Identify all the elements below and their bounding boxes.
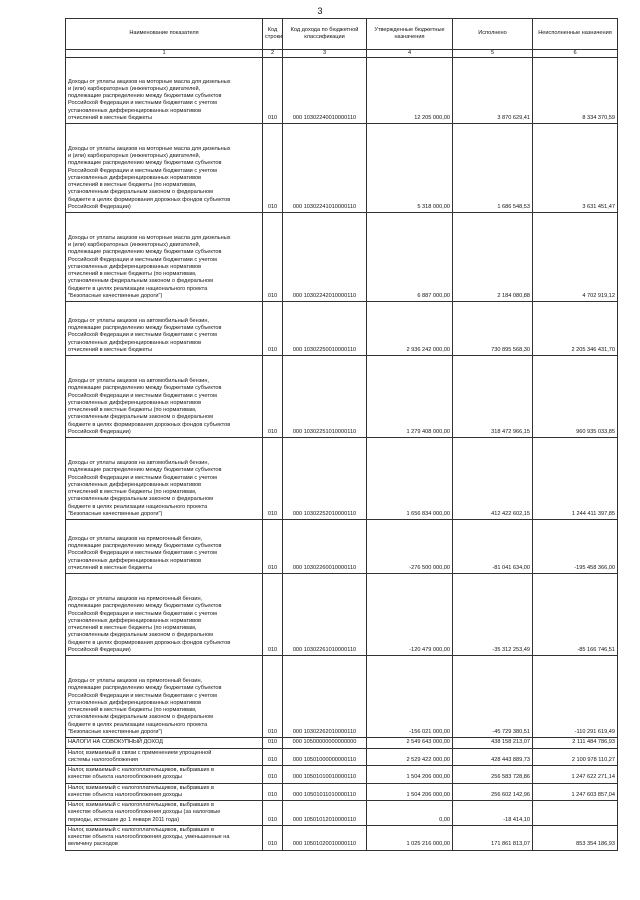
row-income-code: 000 10302261010000110 [283, 574, 367, 656]
row-income-code: 000 10302260010000110 [283, 520, 367, 574]
row-income-code: 000 10302242010000110 [283, 213, 367, 302]
column-number: 3 [283, 50, 367, 58]
row-unexecuted: -85 166 746,51 [533, 574, 618, 656]
row-name: Доходы от уплаты акцизов на автомобильный бензин, подлежащие распределению между бюджетами субъектов Российской Федерации и местными бюджетами с учетом установленных дифференцированных нормативов отчислений в местные бюджеты (по нормативам, установленным федеральным законом о федеральном бюджете в целях реализации национального проекта "Безопасные качественные дороги") [66, 438, 263, 520]
row-approved: 12 205 000,00 [367, 58, 453, 124]
table-row [66, 356, 618, 438]
row-approved: 5 318 000,00 [367, 124, 453, 213]
table-row [66, 302, 618, 356]
row-line-code: 010 [263, 801, 283, 826]
header-income-code: Код дохода по бюджетной классификации [283, 19, 367, 50]
row-income-code: 000 10302240010000110 [283, 58, 367, 124]
table-row [66, 783, 618, 801]
row-line-code: 010 [263, 656, 283, 738]
table-row [66, 801, 618, 826]
table-row [66, 574, 618, 656]
row-executed: 412 422 602,15 [453, 438, 533, 520]
row-line-code: 010 [263, 356, 283, 438]
row-executed: -18 414,10 [453, 801, 533, 826]
row-line-code: 010 [263, 213, 283, 302]
row-approved: 1 025 216 000,00 [367, 825, 453, 850]
row-approved: -156 021 000,00 [367, 656, 453, 738]
row-unexecuted: 1 244 411 397,85 [533, 438, 618, 520]
row-approved: -120 479 000,00 [367, 574, 453, 656]
row-unexecuted: 8 334 370,59 [533, 58, 618, 124]
table-row [66, 825, 618, 850]
row-income-code: 000 10501000000000110 [283, 748, 367, 766]
row-executed: -81 041 634,00 [453, 520, 533, 574]
row-approved: 0,00 [367, 801, 453, 826]
row-executed: 730 895 568,30 [453, 302, 533, 356]
column-number: 2 [263, 50, 283, 58]
table-row [66, 58, 618, 124]
row-executed: 1 686 548,53 [453, 124, 533, 213]
header-line-code: Код строки [263, 19, 283, 50]
header-approved: Утвержденные бюджетные назначения [367, 19, 453, 50]
header-unexecuted: Неисполненные назначения [533, 19, 618, 50]
row-income-code: 000 10302262010000110 [283, 656, 367, 738]
row-unexecuted: -110 291 619,49 [533, 656, 618, 738]
row-line-code: 010 [263, 766, 283, 784]
row-approved: 1 504 206 000,00 [367, 783, 453, 801]
row-unexecuted: 2 205 346 431,70 [533, 302, 618, 356]
row-income-code: 000 10501020010000110 [283, 825, 367, 850]
row-name: Налог, взимаемый с налогоплательщиков, выбравших в качестве объекта налогообложения доходы, уменьшенные на величину расходов [66, 825, 263, 850]
row-name: Доходы от уплаты акцизов на автомобильный бензин, подлежащие распределению между бюджетами субъектов Российской Федерации и местными бюджетами с учетом установленных дифференцированных нормативов отчислений в местные бюджеты [66, 302, 263, 356]
row-approved: 1 504 206 000,00 [367, 766, 453, 784]
row-unexecuted: 4 702 919,12 [533, 213, 618, 302]
row-approved: 2 549 643 000,00 [367, 738, 453, 748]
column-number-row [66, 50, 618, 58]
column-number: 6 [533, 50, 618, 58]
row-executed: 3 870 629,41 [453, 58, 533, 124]
row-name: Налог, взимаемый с налогоплательщиков, выбравших в качестве объекта налогообложения доходы (за налоговые периоды, истекшие до 1 января 2011 года) [66, 801, 263, 826]
row-name: Доходы от уплаты акцизов на моторные масла для дизельных и (или) карбюраторных (инжекторных) двигателей, подлежащие распределению между бюджетами субъектов Российской Федерации и местными бюджетами с учетом установленных дифференцированных нормативов отчислений в местные бюджеты (по нормативам, установленным федеральным законом о федеральном бюджете в целях реализации национального проекта "Безопасные качественные дороги") [66, 213, 263, 302]
header-indicator-name: Наименование показателя [66, 19, 263, 50]
column-number: 5 [453, 50, 533, 58]
table-header-row [66, 19, 618, 50]
row-line-code: 010 [263, 783, 283, 801]
table-row [66, 124, 618, 213]
row-unexecuted: 960 935 033,85 [533, 356, 618, 438]
row-income-code: 000 10302252010000110 [283, 438, 367, 520]
row-approved: 2 529 422 000,00 [367, 748, 453, 766]
budget-execution-table [65, 18, 618, 851]
row-approved: -276 500 000,00 [367, 520, 453, 574]
row-name: Доходы от уплаты акцизов на прямогонный бензин, подлежащие распределению между бюджетами субъектов Российской Федерации и местными бюджетами с учетом установленных дифференцированных нормативов отчислений в местные бюджеты (по нормативам, установленным федеральным законом о федеральном бюджете в целях формирования дорожных фондов субъектов Российской Федерации) [66, 574, 263, 656]
table-row [66, 738, 618, 748]
row-line-code: 010 [263, 574, 283, 656]
row-approved: 2 936 242 000,00 [367, 302, 453, 356]
column-number: 1 [66, 50, 263, 58]
row-income-code: 000 10500000000000000 [283, 738, 367, 748]
row-executed: 318 472 966,15 [453, 356, 533, 438]
table-row [66, 766, 618, 784]
row-line-code: 010 [263, 825, 283, 850]
row-executed: 428 443 889,73 [453, 748, 533, 766]
row-line-code: 010 [263, 438, 283, 520]
row-income-code: 000 10501011010000110 [283, 783, 367, 801]
row-unexecuted: 3 631 451,47 [533, 124, 618, 213]
column-number: 4 [367, 50, 453, 58]
row-income-code: 000 10302250010000110 [283, 302, 367, 356]
row-name: НАЛОГИ НА СОВОКУПНЫЙ ДОХОД [66, 738, 263, 748]
row-unexecuted: 853 354 186,93 [533, 825, 618, 850]
row-unexecuted [533, 801, 618, 826]
row-executed: 256 583 728,86 [453, 766, 533, 784]
row-income-code: 000 10302251010000110 [283, 356, 367, 438]
row-income-code: 000 10501010010000110 [283, 766, 367, 784]
row-line-code: 010 [263, 58, 283, 124]
row-unexecuted: 1 247 603 857,04 [533, 783, 618, 801]
row-income-code: 000 10501012010000110 [283, 801, 367, 826]
row-line-code: 010 [263, 748, 283, 766]
row-line-code: 010 [263, 124, 283, 213]
table-row [66, 520, 618, 574]
table-row [66, 438, 618, 520]
header-executed: Исполнено [453, 19, 533, 50]
row-unexecuted: 2 100 978 110,27 [533, 748, 618, 766]
row-name: Налог, взимаемый с налогоплательщиков, выбравших в качестве объекта налогообложения доходы [66, 766, 263, 784]
row-executed: -35 312 253,49 [453, 574, 533, 656]
page-number: 3 [317, 6, 323, 16]
row-executed: -45 729 380,51 [453, 656, 533, 738]
row-name: Доходы от уплаты акцизов на моторные масла для дизельных и (или) карбюраторных (инжекторных) двигателей, подлежащие распределению между бюджетами субъектов Российской Федерации и местными бюджетами с учетом установленных дифференцированных нормативов отчислений в местные бюджеты (по нормативам, установленным федеральным законом о федеральном бюджете в целях формирования дорожных фондов субъектов Российской Федерации) [66, 124, 263, 213]
row-executed: 2 184 080,88 [453, 213, 533, 302]
row-name: Налог, взимаемый с налогоплательщиков, выбравших в качестве объекта налогообложения доходы [66, 783, 263, 801]
row-income-code: 000 10302241010000110 [283, 124, 367, 213]
row-executed: 438 158 213,07 [453, 738, 533, 748]
row-approved: 1 656 834 000,00 [367, 438, 453, 520]
row-executed: 256 602 142,96 [453, 783, 533, 801]
row-executed: 171 861 813,07 [453, 825, 533, 850]
row-name: Доходы от уплаты акцизов на моторные масла для дизельных и (или) карбюраторных (инжекторных) двигателей, подлежащие распределению между бюджетами субъектов Российской Федерации и местными бюджетами с учетом установленных дифференцированных нормативов отчислений в местные бюджеты [66, 58, 263, 124]
row-name: Налог, взимаемый в связи с применением упрощенной системы налогообложения [66, 748, 263, 766]
table-row [66, 213, 618, 302]
row-name: Доходы от уплаты акцизов на прямогонный бензин, подлежащие распределению между бюджетами субъектов Российской Федерации и местными бюджетами с учетом установленных дифференцированных нормативов отчислений в местные бюджеты (по нормативам, установленным федеральным законом о федеральном бюджете в целях реализации национального проекта "Безопасные качественные дороги") [66, 656, 263, 738]
table-row [66, 748, 618, 766]
row-approved: 6 887 000,00 [367, 213, 453, 302]
row-line-code: 010 [263, 738, 283, 748]
table-row [66, 656, 618, 738]
row-name: Доходы от уплаты акцизов на автомобильный бензин, подлежащие распределению между бюджетами субъектов Российской Федерации и местными бюджетами с учетом установленных дифференцированных нормативов отчислений в местные бюджеты (по нормативам, установленным федеральным законом о федеральном бюджете в целях формирования дорожных фондов субъектов Российской Федерации) [66, 356, 263, 438]
row-unexecuted: -195 458 366,00 [533, 520, 618, 574]
row-unexecuted: 2 111 484 786,93 [533, 738, 618, 748]
row-line-code: 010 [263, 302, 283, 356]
row-unexecuted: 1 247 622 271,14 [533, 766, 618, 784]
row-approved: 1 279 408 000,00 [367, 356, 453, 438]
row-name: Доходы от уплаты акцизов на прямогонный бензин, подлежащие распределению между бюджетами субъектов Российской Федерации и местными бюджетами с учетом установленных дифференцированных нормативов отчислений в местные бюджеты [66, 520, 263, 574]
row-line-code: 010 [263, 520, 283, 574]
